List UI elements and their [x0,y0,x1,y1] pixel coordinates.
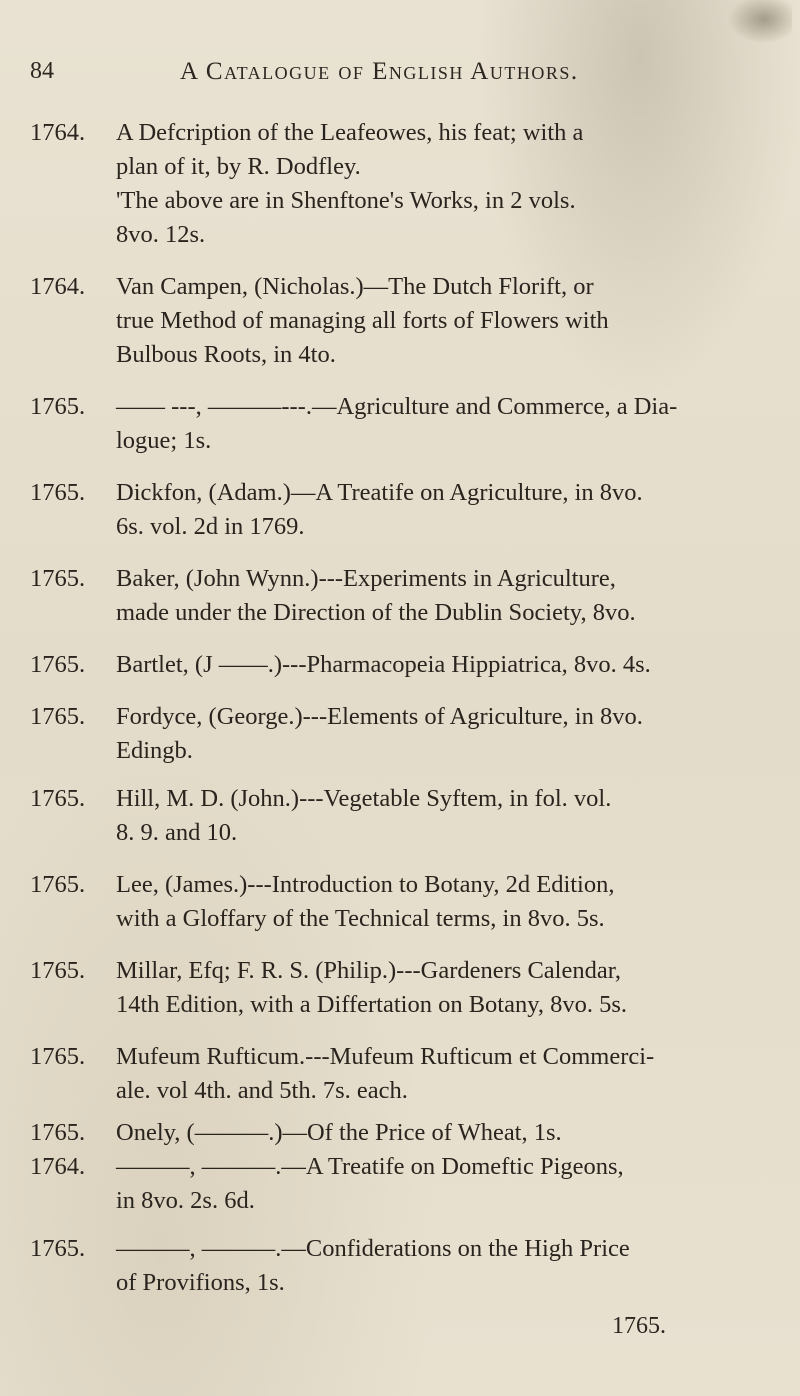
entry-year: 1765. [30,565,86,592]
entry-line: Dickfon, (Adam.)—A Treatife on Agriculture, in 8vo. [116,479,643,506]
entry-text [116,954,790,1022]
entry-text [116,390,790,458]
catalogue-entry [30,390,790,458]
entry-line: Fordyce, (George.)---Elements of Agriculture, in 8vo. [116,703,643,730]
entry-line: of Provifions, 1s. [116,1269,285,1296]
entry-line: A Defcription of the Leafeowes, his feat; with a [116,119,584,146]
entry-line: in 8vo. 2s. 6d. [116,1187,255,1214]
catalogue-entry [30,782,790,850]
entry-text [116,562,790,630]
page-number: 84 [30,58,54,84]
entry-line: Lee, (James.)---Introduction to Botany, 2d Edition, [116,871,615,898]
running-head [30,58,770,98]
entry-year: 1765. [30,785,86,812]
entry-line: true Method of managing all forts of Flowers with [116,307,609,334]
entry-line: Baker, (John Wynn.)---Experiments in Agriculture, [116,565,616,592]
running-title: A Catalogue of English Authors. [180,58,579,85]
entry-text [116,270,790,372]
entry-line: 8vo. 12s. [116,221,206,248]
entry-line: ———, ———.—Confiderations on the High Price [116,1235,630,1262]
catalogue-entry [30,954,790,1022]
entry-text [116,116,790,252]
entry-line: Edingb. [116,737,193,764]
entry-line: Bulbous Roots, in 4to. [116,341,336,368]
entry-year: 1764. [30,273,86,300]
entry-year: 1765. [30,479,86,506]
entry-year: 1765. [30,1235,86,1262]
catalogue-entry [30,868,790,936]
entry-line: 6s. vol. 2d in 1769. [116,513,305,540]
entry-text [116,648,790,682]
entry-line: 14th Edition, with a Differtation on Botany, 8vo. 5s. [116,991,628,1018]
entry-line: logue; 1s. [116,427,212,454]
entry-year: 1765. [30,703,86,730]
entry-line: —— ---, ———---.—Agriculture and Commerce, a Dia- [116,393,678,420]
entry-year: 1765. [30,871,86,898]
catalogue-entry [30,1150,790,1218]
entry-year: 1765. [30,651,86,678]
entry-line: Onely, (———.)—Of the Price of Wheat, 1s. [116,1119,562,1146]
entry-line: ale. vol 4th. and 5th. 7s. each. [116,1077,408,1104]
entry-year: 1764. [30,1153,86,1180]
entry-line: 'The above are in Shenftone's Works, in 2 vols. [116,187,576,214]
catalogue-entry [30,116,790,252]
entry-line: 8. 9. and 10. [116,819,238,846]
entry-text [116,868,790,936]
entry-year: 1765. [30,1119,86,1146]
catalogue-entry [30,1040,790,1108]
entry-text [116,782,790,850]
catalogue-entries [30,116,790,1300]
catchword: 1765. [612,1313,666,1339]
entry-text [116,1232,790,1300]
entry-line: made under the Direction of the Dublin Society, 8vo. [116,599,636,626]
entry-line: with a Gloffary of the Technical terms, in 8vo. 5s. [116,905,605,932]
entry-line: Van Campen, (Nicholas.)—The Dutch Florift, or [116,273,594,300]
catalogue-entry [30,648,790,682]
entry-text [116,476,790,544]
entry-text [116,1040,790,1108]
entry-line: ———, ———.—A Treatife on Domeftic Pigeons, [116,1153,624,1180]
entry-text [116,1116,790,1150]
entry-line: plan of it, by R. Dodfley. [116,153,361,180]
catalogue-entry [30,562,790,630]
catalogue-entry [30,1116,790,1150]
entry-year: 1764. [30,119,86,146]
entry-year: 1765. [30,957,86,984]
entry-text [116,1150,790,1218]
entry-line: Hill, M. D. (John.)---Vegetable Syftem, in fol. vol. [116,785,612,812]
entry-line: Mufeum Rufticum.---Mufeum Rufticum et Commerci- [116,1043,655,1070]
catalogue-entry [30,700,790,768]
entry-year: 1765. [30,1043,86,1070]
catalogue-entry [30,1232,790,1300]
catalogue-entry [30,476,790,544]
entry-line: Bartlet, (J ——.)---Pharmacopeia Hippiatrica, 8vo. 4s. [116,651,651,678]
entry-line: Millar, Efq; F. R. S. (Philip.)---Gardeners Calendar, [116,957,622,984]
entry-year: 1765. [30,393,86,420]
catalogue-entry [30,270,790,372]
corner-stain [722,0,792,48]
entry-text [116,700,790,768]
